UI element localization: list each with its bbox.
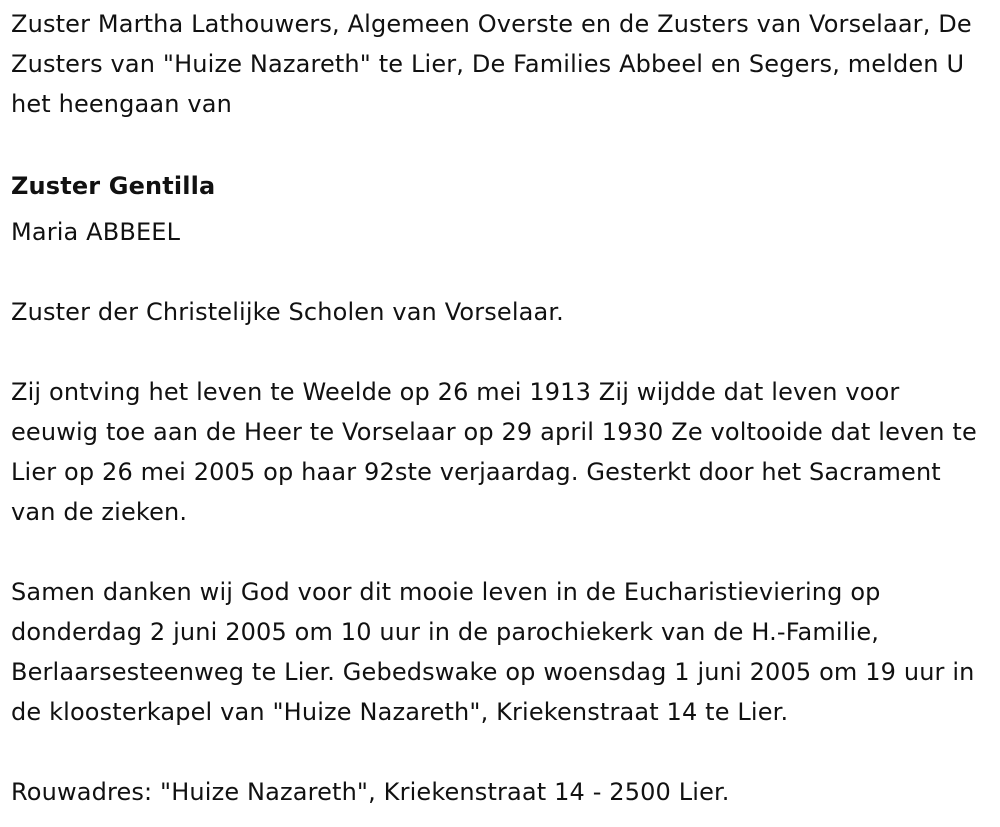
life-summary-paragraph: Zij ontving het leven te Weelde op 26 mei 1913 Zij wijdde dat leven voor eeuwig toe aan de Heer te Vorselaar op 29 april 1930 Ze voltooide dat leven te Lier op 26 mei 2005 op haar 92ste verjaardag. Gesterkt door het Sacrament van de zieken. bbox=[11, 378, 977, 526]
mourning-address: Rouwadres: "Huize Nazareth", Kriekenstraat 14 - 2500 Lier. bbox=[11, 778, 730, 806]
civil-name: Maria ABBEEL bbox=[11, 218, 181, 246]
spacer bbox=[11, 252, 991, 292]
congregation-line: Zuster der Christelijke Scholen van Vorselaar. bbox=[11, 298, 564, 326]
spacer bbox=[11, 732, 991, 772]
intro-paragraph: Zuster Martha Lathouwers, Algemeen Overste en de Zusters van Vorselaar, De Zusters van "Huize Nazareth" te Lier, De Families Abbeel en Segers, melden U het heengaan van bbox=[11, 10, 972, 118]
spacer bbox=[11, 532, 991, 572]
service-paragraph: Samen danken wij God voor dit mooie leven in de Eucharistieviering op donderdag 2 juni 2005 om 10 uur in de parochiekerk van de H.-Familie, Berlaarsesteenweg te Lier. Gebedswake op woensdag 1 juni 2005 om 19 uur in de kloosterkapel van "Huize Nazareth", Kriekenstraat 14 te Lier. bbox=[11, 578, 975, 726]
spacer bbox=[11, 124, 991, 164]
death-announcement bbox=[11, 4, 991, 812]
religious-name-heading: Zuster Gentilla bbox=[11, 172, 216, 200]
spacer bbox=[11, 332, 991, 372]
